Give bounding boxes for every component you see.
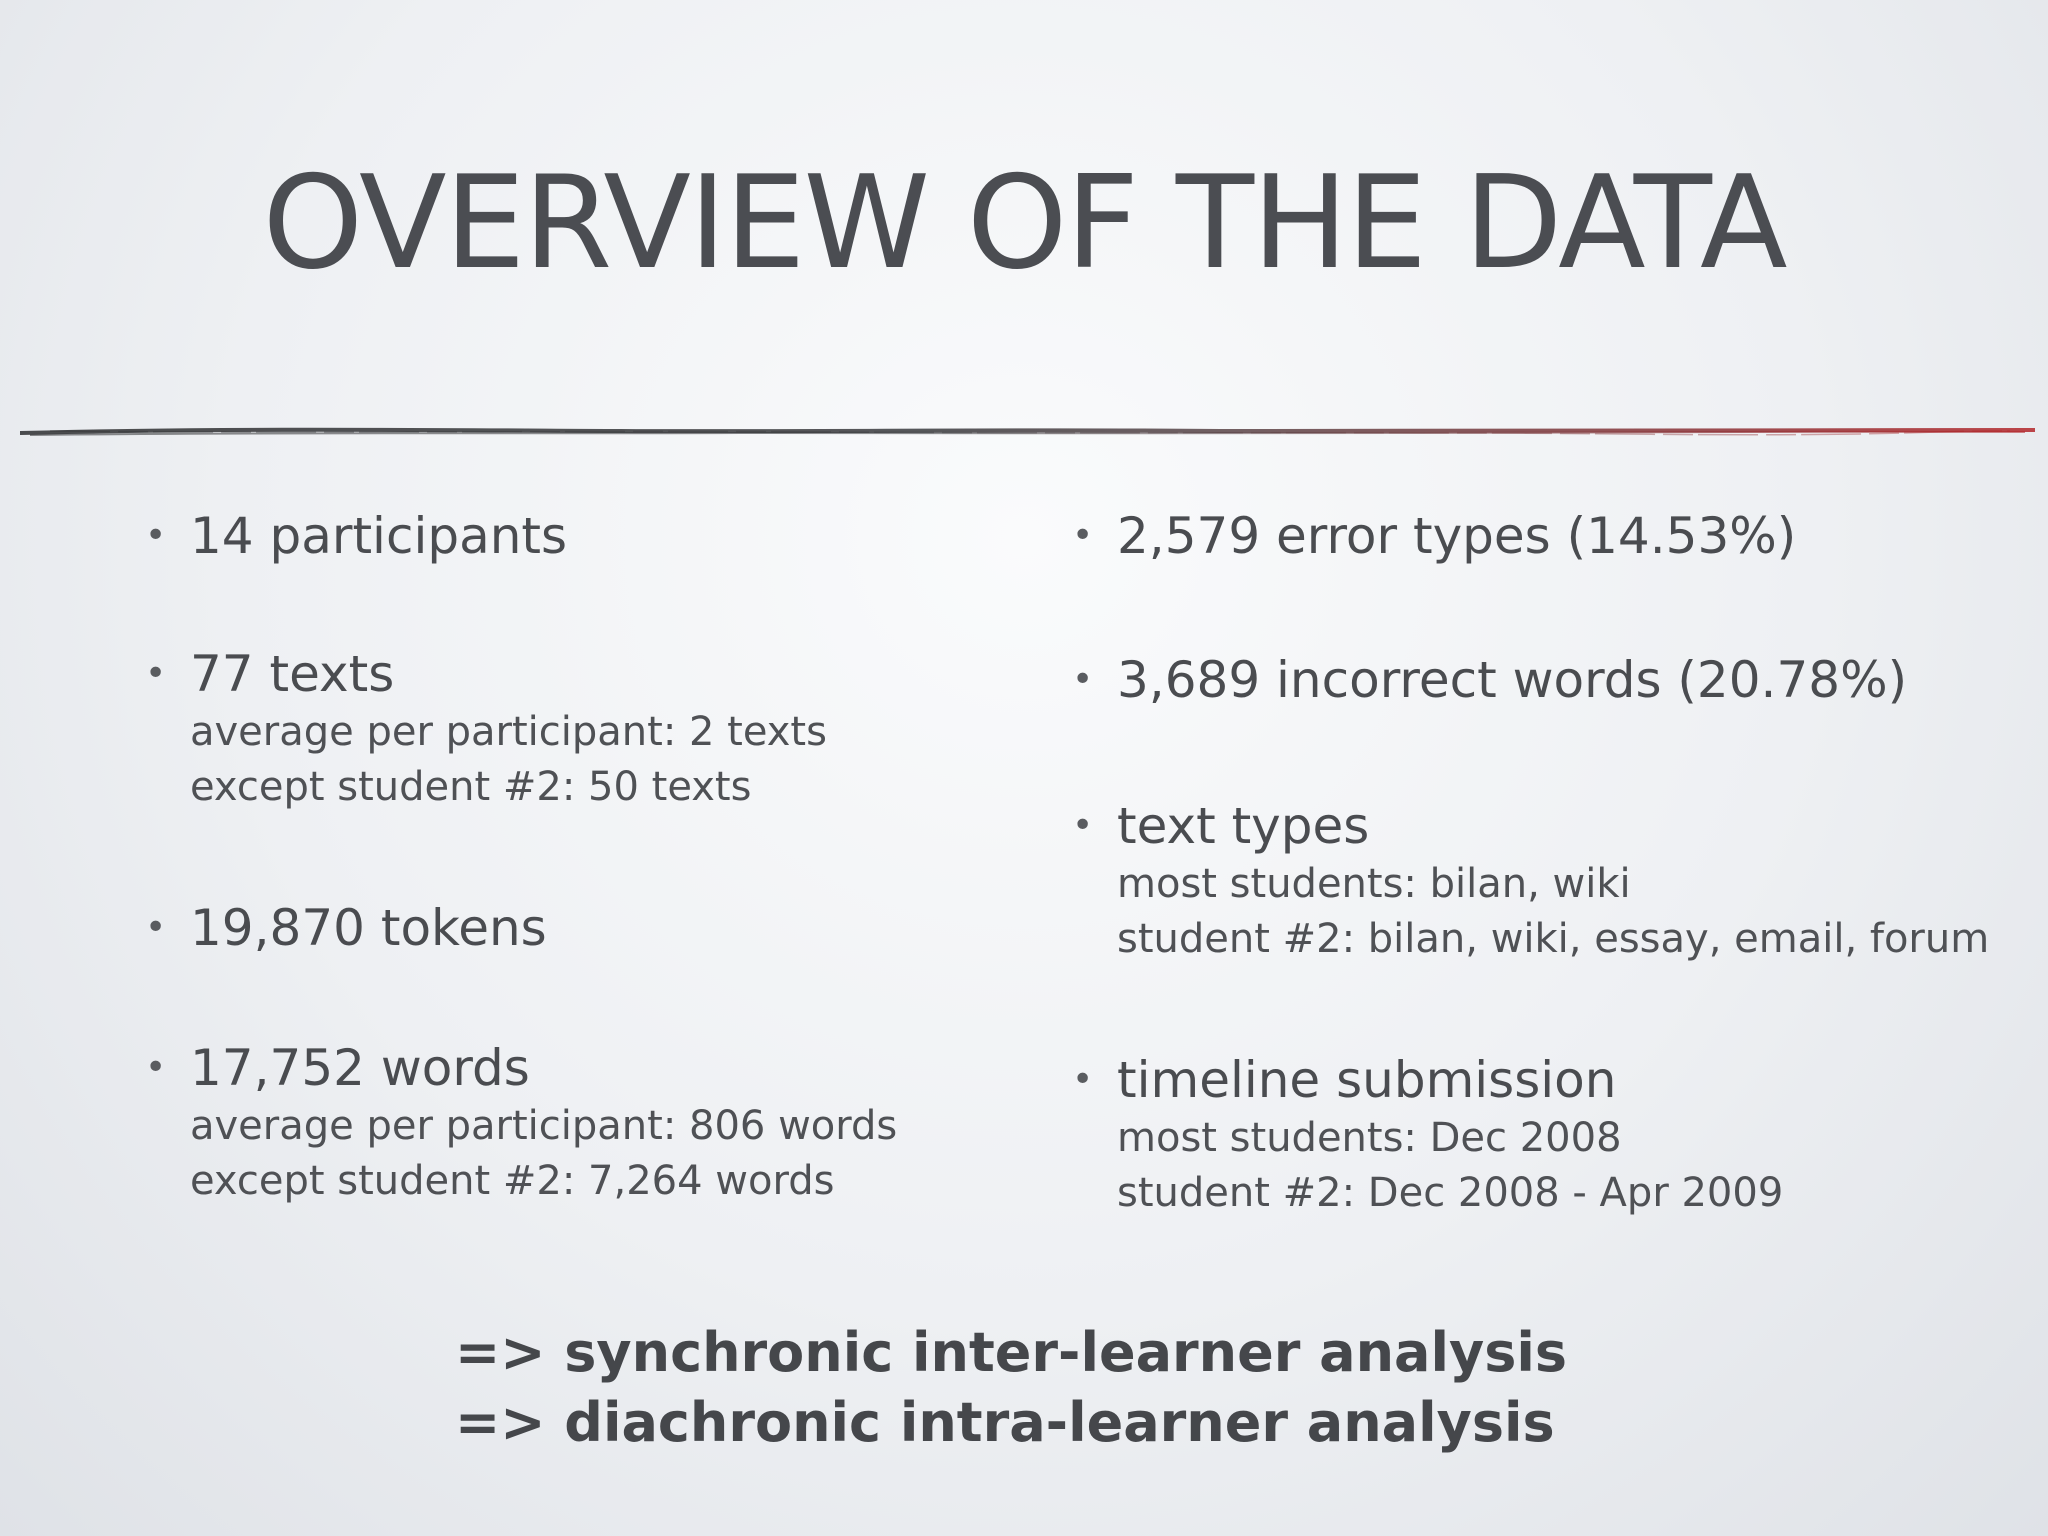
list-item	[145, 897, 1025, 959]
item-main: text types	[1117, 797, 1370, 855]
left-column	[145, 505, 1025, 1209]
item-main: 14 participants	[190, 507, 568, 565]
conclusion-synchronic: => synchronic inter-learner analysis	[455, 1321, 1567, 1384]
item-sub: most students: Dec 2008	[1117, 1115, 1622, 1161]
right-column	[1072, 505, 2012, 1221]
item-sub: student #2: Dec 2008 - Apr 2009	[1117, 1170, 1784, 1216]
bullet: •	[145, 1047, 167, 1088]
bullet: •	[1072, 1059, 1094, 1100]
list-item	[145, 1037, 1025, 1209]
bullet: •	[145, 907, 167, 948]
conclusion-block	[455, 1318, 1567, 1458]
bullet: •	[1072, 659, 1094, 700]
bullet: •	[145, 515, 167, 556]
item-sub: student #2: bilan, wiki, essay, email, forum	[1117, 916, 1990, 962]
slide-title: OVERVIEW OF THE DATA	[262, 149, 1786, 298]
bullet: •	[1072, 515, 1094, 556]
item-sub: except student #2: 50 texts	[190, 764, 752, 810]
bullet: •	[145, 653, 167, 694]
item-sub: average per participant: 806 words	[190, 1103, 898, 1149]
item-sub: except student #2: 7,264 words	[190, 1158, 835, 1204]
list-item	[145, 505, 1025, 567]
list-item	[1072, 649, 2012, 711]
item-main: 17,752 words	[190, 1039, 530, 1097]
item-main: 19,870 tokens	[190, 899, 547, 957]
item-main: 2,579 error types (14.53%)	[1117, 507, 1797, 565]
item-main: 77 texts	[190, 645, 395, 703]
divider-rule	[20, 412, 2035, 452]
list-item	[1072, 505, 2012, 567]
item-sub: average per participant: 2 texts	[190, 709, 827, 755]
conclusion-diachronic: => diachronic intra-learner analysis	[455, 1391, 1555, 1454]
list-item	[1072, 1049, 2012, 1221]
list-item	[1072, 795, 2012, 967]
item-main: timeline submission	[1117, 1051, 1617, 1109]
list-item	[145, 643, 1025, 815]
item-main: 3,689 incorrect words (20.78%)	[1117, 651, 1908, 709]
bullet: •	[1072, 805, 1094, 846]
item-sub: most students: bilan, wiki	[1117, 861, 1631, 907]
